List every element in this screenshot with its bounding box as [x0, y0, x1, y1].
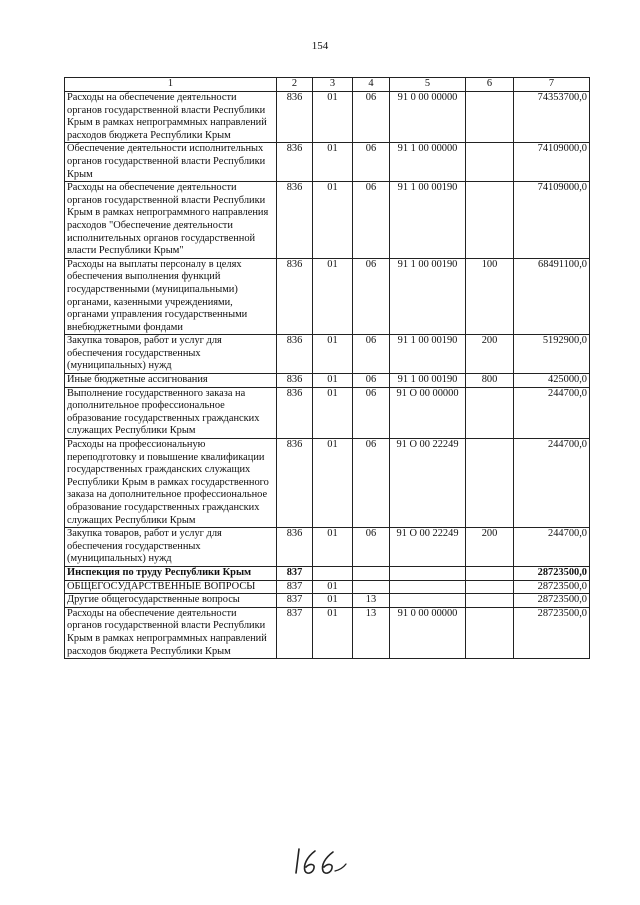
row-amount: 244700,0	[514, 387, 590, 438]
row-target-article-code	[390, 594, 466, 608]
row-target-article-code: 91 0 00 00000	[390, 607, 466, 658]
row-department-code: 836	[277, 374, 313, 388]
row-department-code: 836	[277, 92, 313, 143]
row-subsection-code	[353, 580, 390, 594]
row-expense-type-code	[466, 594, 514, 608]
column-header: 1	[65, 78, 277, 92]
row-name-cell: ОБЩЕГОСУДАРСТВЕННЫЕ ВОПРОСЫ	[65, 580, 277, 594]
row-section-code: 01	[313, 92, 353, 143]
column-header: 3	[313, 78, 353, 92]
row-name-cell: Расходы на обеспечение деятельности органов государственной власти Республики Крым в рамках непрограммных направлений расходов бюджета Республики Крым	[65, 92, 277, 143]
row-department-code: 836	[277, 335, 313, 374]
row-department-code: 836	[277, 258, 313, 335]
row-section-code: 01	[313, 607, 353, 658]
row-subsection-code: 06	[353, 182, 390, 259]
table-row	[65, 387, 590, 438]
row-target-article-code: 91 О 00 22249	[390, 528, 466, 567]
row-subsection-code: 06	[353, 92, 390, 143]
row-amount: 74109000,0	[514, 143, 590, 182]
row-subsection-code: 13	[353, 607, 390, 658]
row-target-article-code: 91 1 00 00190	[390, 374, 466, 388]
row-name-cell: Расходы на профессиональную переподготовку и повышение квалификации государственных гражданских служащих Республики Крым в рамках государственного заказа на дополнительное профессиональное образование государственных гражданских служащих Республики Крым	[65, 439, 277, 528]
handwritten-page-signature	[293, 843, 353, 883]
table-row	[65, 528, 590, 567]
row-amount: 244700,0	[514, 439, 590, 528]
row-expense-type-code: 100	[466, 258, 514, 335]
row-name-cell: Выполнение государственного заказа на дополнительное профессиональное образование государственных гражданских служащих Республики Крым	[65, 387, 277, 438]
page-number: 154	[311, 40, 329, 52]
row-department-code: 836	[277, 143, 313, 182]
row-department-code: 837	[277, 566, 313, 580]
row-expense-type-code	[466, 439, 514, 528]
column-header: 2	[277, 78, 313, 92]
row-section-code: 01	[313, 335, 353, 374]
row-department-code: 836	[277, 528, 313, 567]
row-subsection-code: 06	[353, 143, 390, 182]
row-target-article-code: 91 0 00 00000	[390, 92, 466, 143]
column-header: 6	[466, 78, 514, 92]
row-expense-type-code	[466, 566, 514, 580]
row-section-code: 01	[313, 143, 353, 182]
row-section-code: 01	[313, 594, 353, 608]
row-expense-type-code: 200	[466, 528, 514, 567]
row-subsection-code: 06	[353, 374, 390, 388]
row-section-code: 01	[313, 387, 353, 438]
table-row	[65, 143, 590, 182]
row-section-code: 01	[313, 374, 353, 388]
column-header: 5	[390, 78, 466, 92]
row-amount: 28723500,0	[514, 594, 590, 608]
table-row	[65, 594, 590, 608]
row-expense-type-code	[466, 387, 514, 438]
row-amount: 244700,0	[514, 528, 590, 567]
table-row	[65, 374, 590, 388]
row-target-article-code: 91 1 00 00190	[390, 182, 466, 259]
row-amount: 74353700,0	[514, 92, 590, 143]
table-row	[65, 335, 590, 374]
row-department-code: 836	[277, 182, 313, 259]
row-expense-type-code	[466, 580, 514, 594]
row-department-code: 837	[277, 594, 313, 608]
row-subsection-code: 06	[353, 258, 390, 335]
row-target-article-code: 91 1 00 00190	[390, 335, 466, 374]
row-expense-type-code	[466, 182, 514, 259]
row-subsection-code: 06	[353, 387, 390, 438]
table-row	[65, 566, 590, 580]
row-subsection-code	[353, 566, 390, 580]
row-section-code	[313, 566, 353, 580]
table-row	[65, 580, 590, 594]
row-section-code: 01	[313, 528, 353, 567]
row-target-article-code: 91 1 00 00000	[390, 143, 466, 182]
table-row	[65, 182, 590, 259]
row-department-code: 837	[277, 580, 313, 594]
row-subsection-code: 06	[353, 335, 390, 374]
row-department-code: 836	[277, 387, 313, 438]
row-expense-type-code: 200	[466, 335, 514, 374]
row-name-cell: Закупка товаров, работ и услуг для обеспечения государственных (муниципальных) нужд	[65, 528, 277, 567]
row-amount: 74109000,0	[514, 182, 590, 259]
row-name-cell: Обеспечение деятельности исполнительных органов государственной власти Республики Крым	[65, 143, 277, 182]
budget-table	[64, 77, 590, 659]
row-section-code: 01	[313, 258, 353, 335]
row-target-article-code: 91 О 00 00000	[390, 387, 466, 438]
column-header: 4	[353, 78, 390, 92]
row-section-code: 01	[313, 580, 353, 594]
table-row	[65, 258, 590, 335]
row-name-cell: Инспекция по труду Республики Крым	[65, 566, 277, 580]
row-amount: 68491100,0	[514, 258, 590, 335]
row-name-cell: Расходы на обеспечение деятельности органов государственной власти Республики Крым в рамках непрограммных направлений расходов бюджета Республики Крым	[65, 607, 277, 658]
row-target-article-code	[390, 566, 466, 580]
table-body	[65, 92, 590, 659]
row-expense-type-code	[466, 607, 514, 658]
row-subsection-code: 13	[353, 594, 390, 608]
row-subsection-code: 06	[353, 528, 390, 567]
row-department-code: 837	[277, 607, 313, 658]
row-subsection-code: 06	[353, 439, 390, 528]
column-header: 7	[514, 78, 590, 92]
row-section-code: 01	[313, 439, 353, 528]
row-amount: 28723500,0	[514, 566, 590, 580]
row-amount: 28723500,0	[514, 580, 590, 594]
row-amount: 28723500,0	[514, 607, 590, 658]
row-target-article-code: 91 О 00 22249	[390, 439, 466, 528]
row-department-code: 836	[277, 439, 313, 528]
table-row	[65, 439, 590, 528]
row-amount: 5192900,0	[514, 335, 590, 374]
row-name-cell: Закупка товаров, работ и услуг для обеспечения государственных (муниципальных) нужд	[65, 335, 277, 374]
table-row	[65, 92, 590, 143]
table-row	[65, 607, 590, 658]
row-section-code: 01	[313, 182, 353, 259]
row-name-cell: Расходы на обеспечение деятельности органов государственной власти Республики Крым в рамках непрограммного направления расходов "Обеспечение деятельности исполнительных органов государственной власти Республики Крым"	[65, 182, 277, 259]
row-amount: 425000,0	[514, 374, 590, 388]
row-expense-type-code	[466, 143, 514, 182]
row-name-cell: Расходы на выплаты персоналу в целях обеспечения выполнения функций государственными (муниципальными) органами, казенными учреждениями, органами управления государственными внебюджетными фондами	[65, 258, 277, 335]
row-name-cell: Другие общегосударственные вопросы	[65, 594, 277, 608]
row-expense-type-code	[466, 92, 514, 143]
row-target-article-code	[390, 580, 466, 594]
header-row	[65, 78, 590, 92]
row-target-article-code: 91 1 00 00190	[390, 258, 466, 335]
row-name-cell: Иные бюджетные ассигнования	[65, 374, 277, 388]
row-expense-type-code: 800	[466, 374, 514, 388]
